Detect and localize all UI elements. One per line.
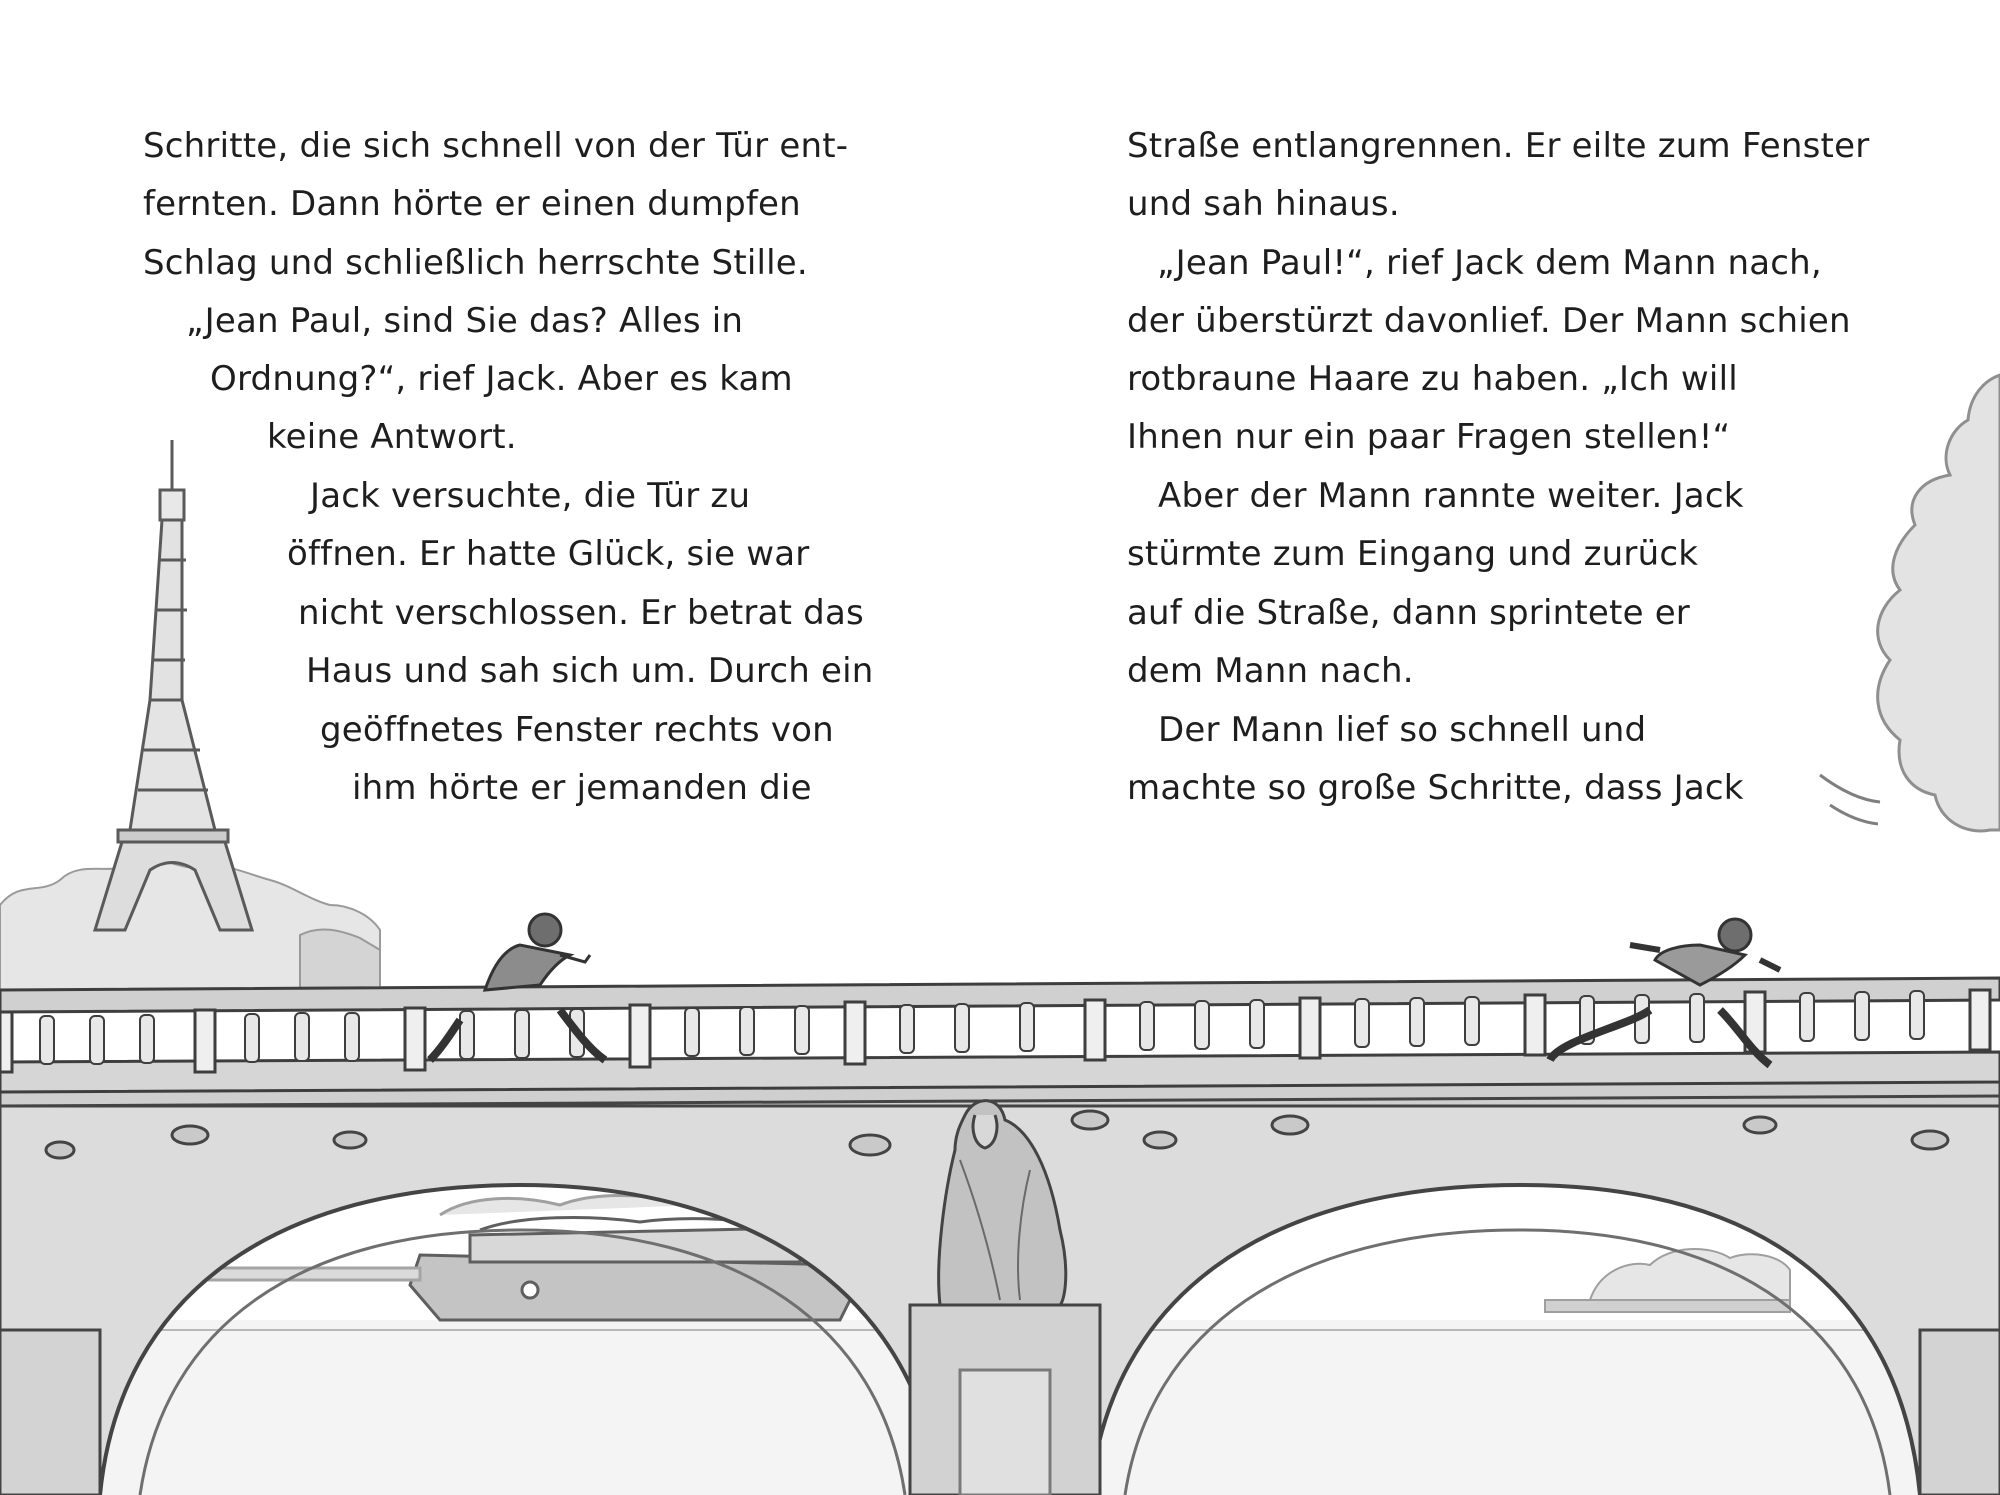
text-line: Schlag und schließlich herrschte Stille. — [143, 243, 808, 283]
text-line: ihm hörte er jemanden die — [352, 768, 812, 808]
text-line: dem Mann nach. — [1127, 651, 1414, 691]
text-line: auf die Straße, dann sprintete er — [1127, 593, 1690, 633]
text-line: „Jean Paul, sind Sie das? Alles in — [186, 301, 744, 341]
text-line: nicht verschlossen. Er betrat das — [298, 593, 864, 633]
text-line: Jack versuchte, die Tür zu — [310, 476, 751, 516]
text-line: der überstürzt davonlief. Der Mann schien — [1127, 301, 1851, 341]
text-line: „Jean Paul!“, rief Jack dem Mann nach, — [1157, 243, 1822, 283]
text-line: Schritte, die sich schnell von der Tür ent- — [143, 126, 849, 166]
text-line: Straße entlangrennen. Er eilte zum Fenster — [1127, 126, 1870, 166]
text-line: Der Mann lief so schnell und — [1158, 710, 1647, 750]
text-line: rotbraune Haare zu haben. „Ich will — [1127, 359, 1738, 399]
text-line: Aber der Mann rannte weiter. Jack — [1158, 476, 1744, 516]
text-line: machte so große Schritte, dass Jack — [1127, 768, 1744, 808]
text-line: Ihnen nur ein paar Fragen stellen!“ — [1127, 417, 1731, 457]
text-line: und sah hinaus. — [1127, 184, 1400, 224]
right-page — [1000, 0, 2000, 1495]
text-line: geöffnetes Fenster rechts von — [320, 710, 834, 750]
text-line: fernten. Dann hörte er einen dumpfen — [143, 184, 801, 224]
text-line: keine Antwort. — [267, 417, 517, 457]
text-line: stürmte zum Eingang und zurück — [1127, 534, 1699, 574]
text-line: öffnen. Er hatte Glück, sie war — [287, 534, 810, 574]
text-line: Haus und sah sich um. Durch ein — [306, 651, 874, 691]
text-line: Ordnung?“, rief Jack. Aber es kam — [210, 359, 793, 399]
